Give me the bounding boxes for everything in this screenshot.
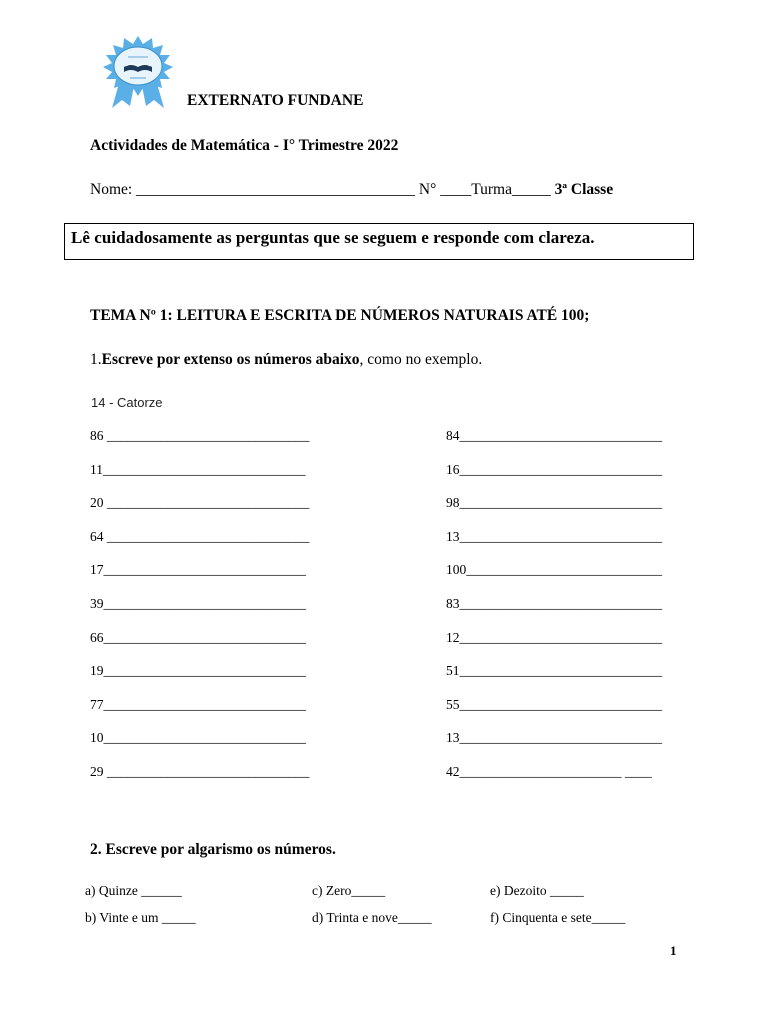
school-logo xyxy=(90,36,186,110)
question-2-option[interactable]: a) Quinze ______ xyxy=(85,883,182,898)
answer-line[interactable]: 77______________________________ xyxy=(90,696,306,712)
answer-line[interactable]: 29 ______________________________ xyxy=(90,764,310,779)
question-2-option[interactable]: f) Cinquenta e sete_____ xyxy=(490,910,626,925)
question-2-option[interactable]: d) Trinta e nove_____ xyxy=(312,910,432,925)
answer-line[interactable]: 13______________________________ xyxy=(446,730,662,746)
answer-line[interactable]: 84______________________________ xyxy=(446,428,662,443)
answer-line[interactable]: 98______________________________ xyxy=(446,495,662,511)
question-1-rest: , como no exemplo. xyxy=(359,351,483,368)
answer-line[interactable]: 64 ______________________________ xyxy=(90,528,310,544)
question-1-title xyxy=(90,351,482,369)
answer-line[interactable]: 16______________________________ xyxy=(446,461,662,477)
section-title: TEMA Nº 1: LEITURA E ESCRITA DE NÚMEROS NATURAIS ATÉ 100; xyxy=(90,307,590,324)
answer-line[interactable]: 12______________________________ xyxy=(446,629,662,645)
question-1-number: 1. xyxy=(90,351,102,368)
answer-line[interactable]: 11______________________________ xyxy=(90,461,306,477)
school-name: EXTERNATO FUNDANE xyxy=(187,92,364,109)
student-info-line xyxy=(90,181,613,199)
answer-line[interactable]: 19______________________________ xyxy=(90,663,306,679)
answer-line[interactable]: 55______________________________ xyxy=(446,696,662,712)
answer-line[interactable]: 39______________________________ xyxy=(90,596,306,611)
instruction-text: Lê cuidadosamente as perguntas que se seguem e responde com clareza. xyxy=(71,228,595,247)
answer-line[interactable]: 10______________________________ xyxy=(90,730,306,746)
answer-line[interactable]: 51______________________________ xyxy=(446,663,662,679)
question-2-option[interactable]: c) Zero_____ xyxy=(312,883,386,898)
instruction-box xyxy=(64,223,694,260)
answer-line[interactable]: 86 ______________________________ xyxy=(90,428,310,443)
answer-line[interactable]: 83______________________________ xyxy=(446,596,662,611)
answer-line[interactable]: 100_____________________________ xyxy=(446,562,662,578)
answer-line[interactable]: 42________________________ ____ xyxy=(446,764,652,779)
answer-line[interactable]: 66______________________________ xyxy=(90,629,306,645)
question-2-title: 2. Escreve por algarismo os números. xyxy=(90,841,336,858)
answer-line[interactable]: 20 ______________________________ xyxy=(90,495,310,511)
question-2-option[interactable]: e) Dezoito _____ xyxy=(490,883,584,898)
worksheet-subtitle: Actividades de Matemática - I° Trimestre 2022 xyxy=(90,137,399,154)
question-1-bold: Escreve por extenso os números abaixo xyxy=(101,351,360,368)
answer-line[interactable]: 17______________________________ xyxy=(90,562,306,578)
grade-label: 3ª Classe xyxy=(554,181,614,198)
question-2-option[interactable]: b) Vinte e um _____ xyxy=(85,910,196,925)
answer-line[interactable]: 13______________________________ xyxy=(446,528,662,544)
page-number: 1 xyxy=(670,943,677,958)
name-number-class-fields: Nome: ____________________________________ N° ____Turma_____ xyxy=(90,181,555,198)
example-line: 14 - Catorze xyxy=(91,395,163,410)
